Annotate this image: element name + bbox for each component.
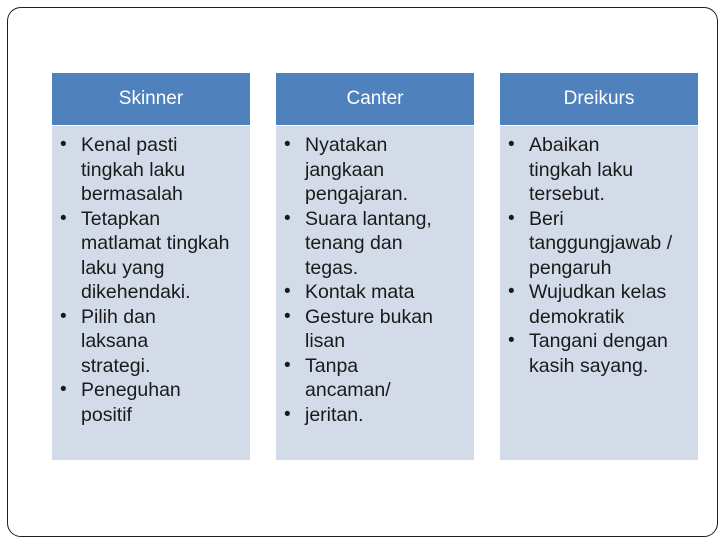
column-body [276,125,474,460]
bullet-list [282,133,468,427]
column-header: Canter [276,73,474,125]
list-item: • Peneguhan positif [58,378,211,427]
list-item: • Beri tanggungjawab / pengaruh [506,207,694,281]
column-body [500,125,698,460]
list-item: • Tetapkan matlamat tingkah laku yang dikehendaki. [58,207,231,305]
list-item: • Suara lantang, tenang dan tegas. [282,207,455,281]
bullet-list [506,133,692,378]
column-canter [276,73,474,460]
list-item: • Abaikan tingkah laku tersebut. [506,133,659,207]
list-item: • Gesture bukan lisan [282,305,465,354]
column-skinner [52,73,250,460]
list-item: • Tangani dengan kasih sayang. [506,329,679,378]
list-item: • Wujudkan kelas demokratik [506,280,699,329]
list-item: • Kontak mata [282,280,465,305]
column-dreikurs [500,73,698,460]
column-header: Skinner [52,73,250,125]
list-item: • Pilih dan laksana strategi. [58,305,201,379]
list-item: • Kenal pasti tingkah laku bermasalah [58,133,191,207]
list-item: • jeritan. [282,403,455,428]
column-header: Dreikurs [500,73,698,125]
list-item: • Tanpa ancaman/ [282,354,415,403]
list-item: • Nyatakan jangkaan pengajaran. [282,133,445,207]
column-body [52,125,250,460]
bullet-list [58,133,244,427]
